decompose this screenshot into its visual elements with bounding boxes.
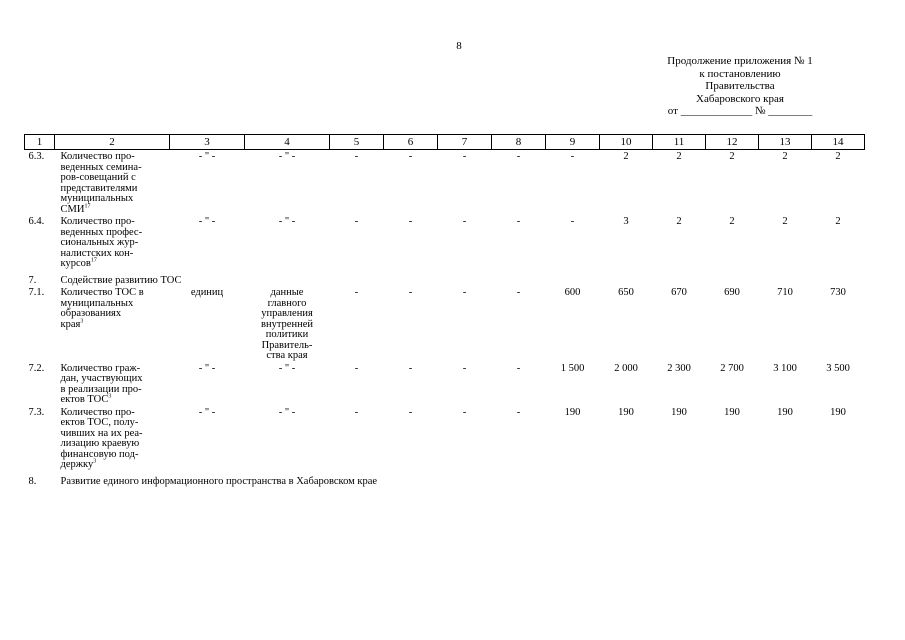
value-col-12: 2 [729, 151, 735, 162]
column-header-2: 2 [55, 135, 170, 150]
value-col-7: - [462, 287, 467, 298]
value-col-9: 190 [564, 406, 581, 418]
value-col-8: - [516, 287, 521, 298]
unit-of-measure: - " - [198, 406, 216, 418]
footnote-marker: 3 [108, 393, 112, 400]
value-col-7: - [462, 406, 467, 418]
value-col-10: 2 000 [614, 362, 638, 374]
attachment-line-3: Правительства [705, 80, 775, 92]
value-col-13: 3 100 [773, 362, 797, 374]
value-col-8: - [516, 216, 521, 227]
value-col-9: - [570, 216, 575, 227]
value-col-7: - [462, 216, 467, 227]
value-col-11: 670 [671, 287, 687, 298]
table-header-row [25, 135, 865, 150]
page-number: 8 [456, 40, 462, 52]
row-number: 7.2. [28, 362, 45, 374]
column-header-13: 13 [759, 135, 812, 150]
indicator-name: Количество про- веденных профес- сиональных жур- налистских кон- курсов$^{17}$ [60, 216, 143, 269]
value-col-5: - [354, 151, 359, 162]
value-col-11: 2 300 [667, 362, 691, 374]
column-header-1: 1 [25, 135, 55, 150]
value-col-14: 3 500 [826, 362, 850, 374]
value-col-9: - [570, 151, 575, 162]
value-col-5: - [354, 362, 359, 374]
value-col-6: - [408, 362, 413, 374]
indicator-name: Количество про- ектов ТОС, полу- чивших на их реа- лизацию краевую финансовую под- держку$^3$ [60, 406, 143, 470]
column-header-10: 10 [600, 135, 653, 150]
value-col-11: 2 [676, 216, 682, 227]
column-header-3: 3 [170, 135, 245, 150]
column-header-6: 6 [384, 135, 438, 150]
column-header-11: 11 [653, 135, 706, 150]
column-header-5: 5 [330, 135, 384, 150]
section-title: Развитие единого информационного пространства в Хабаровском крае [60, 475, 378, 487]
value-col-11: 2 [676, 151, 682, 162]
value-col-14: 190 [830, 406, 846, 418]
value-col-11: 190 [671, 406, 687, 418]
table-row [25, 406, 865, 471]
value-col-9: 600 [564, 287, 581, 298]
value-col-13: 710 [777, 287, 793, 298]
unit-of-measure: - " - [198, 362, 216, 374]
value-col-10: 3 [623, 216, 629, 227]
data-source: - " - [278, 406, 296, 418]
value-col-8: - [516, 151, 521, 162]
value-col-12: 2 [729, 216, 735, 227]
section-number: 7. [28, 274, 37, 286]
value-col-12: 190 [724, 406, 740, 418]
column-header-12: 12 [706, 135, 759, 150]
table-row [25, 215, 865, 270]
column-header-4: 4 [245, 135, 330, 150]
footnote-marker: 3 [80, 318, 84, 324]
indicator-name: Количество граж- дан, участвующих в реализации про- ектов ТОС$^3$ [60, 362, 143, 405]
data-source: - " - [278, 362, 296, 374]
section-row [25, 471, 865, 488]
value-col-13: 2 [782, 216, 788, 227]
value-col-10: 190 [618, 406, 634, 418]
value-col-6: - [408, 287, 413, 298]
unit-of-measure: - " - [198, 151, 216, 162]
row-number: 6.4. [28, 216, 45, 227]
value-col-7: - [462, 362, 467, 374]
value-col-6: - [408, 406, 413, 418]
value-col-13: 190 [777, 406, 793, 418]
attachment-line-1: Продолжение приложения № 1 [667, 55, 813, 67]
section-row [25, 270, 865, 287]
value-col-14: 2 [835, 216, 841, 227]
row-number: 7.1. [28, 287, 45, 298]
value-col-7: - [462, 151, 467, 162]
value-col-8: - [516, 406, 521, 418]
value-col-5: - [354, 287, 359, 298]
table-row [25, 150, 865, 216]
value-col-13: 2 [782, 151, 788, 162]
value-col-10: 2 [623, 151, 629, 162]
value-col-5: - [354, 406, 359, 418]
value-col-6: - [408, 151, 413, 162]
unit-of-measure: единиц [190, 287, 224, 298]
footnote-marker: 17 [90, 257, 97, 264]
value-col-10: 650 [618, 287, 634, 298]
attachment-line-4: Хабаровского края [696, 92, 784, 105]
column-header-9: 9 [546, 135, 600, 150]
section-number: 8. [28, 475, 37, 487]
indicators-table [24, 134, 865, 487]
column-header-8: 8 [492, 135, 546, 150]
unit-of-measure: - " - [198, 216, 216, 227]
value-col-9: 1 500 [560, 362, 585, 374]
footnote-marker: 17 [84, 203, 91, 209]
row-number: 7.3. [28, 406, 45, 418]
table-row [25, 362, 865, 406]
row-number: 6.3. [28, 151, 45, 162]
column-header-14: 14 [812, 135, 865, 150]
value-col-12: 690 [724, 287, 740, 298]
attachment-line-2: к постановлению [699, 67, 781, 80]
table-row [25, 286, 865, 362]
data-source: данные главного управления внутренней политики Правитель- ства края [261, 287, 313, 361]
section-title: Содействие развитию ТОС [60, 274, 182, 286]
data-source: - " - [278, 216, 296, 227]
column-header-7: 7 [438, 135, 492, 150]
value-col-8: - [516, 362, 521, 374]
indicator-name: Количество про- веденных семина- ров-совещаний с представителями муниципальных СМИ$^{17}$ [60, 151, 142, 215]
footnote-marker: 3 [93, 458, 97, 465]
attachment-line-5: от _____________ № ________ [667, 105, 813, 117]
data-source: - " - [278, 151, 296, 162]
value-col-6: - [408, 216, 413, 227]
value-col-5: - [354, 216, 359, 227]
indicator-name: Количество ТОС в муниципальных образованиях края$^3$ [60, 287, 144, 330]
value-col-14: 730 [830, 287, 846, 298]
attachment-heading [640, 55, 840, 118]
value-col-14: 2 [835, 151, 841, 162]
value-col-12: 2 700 [720, 362, 744, 374]
